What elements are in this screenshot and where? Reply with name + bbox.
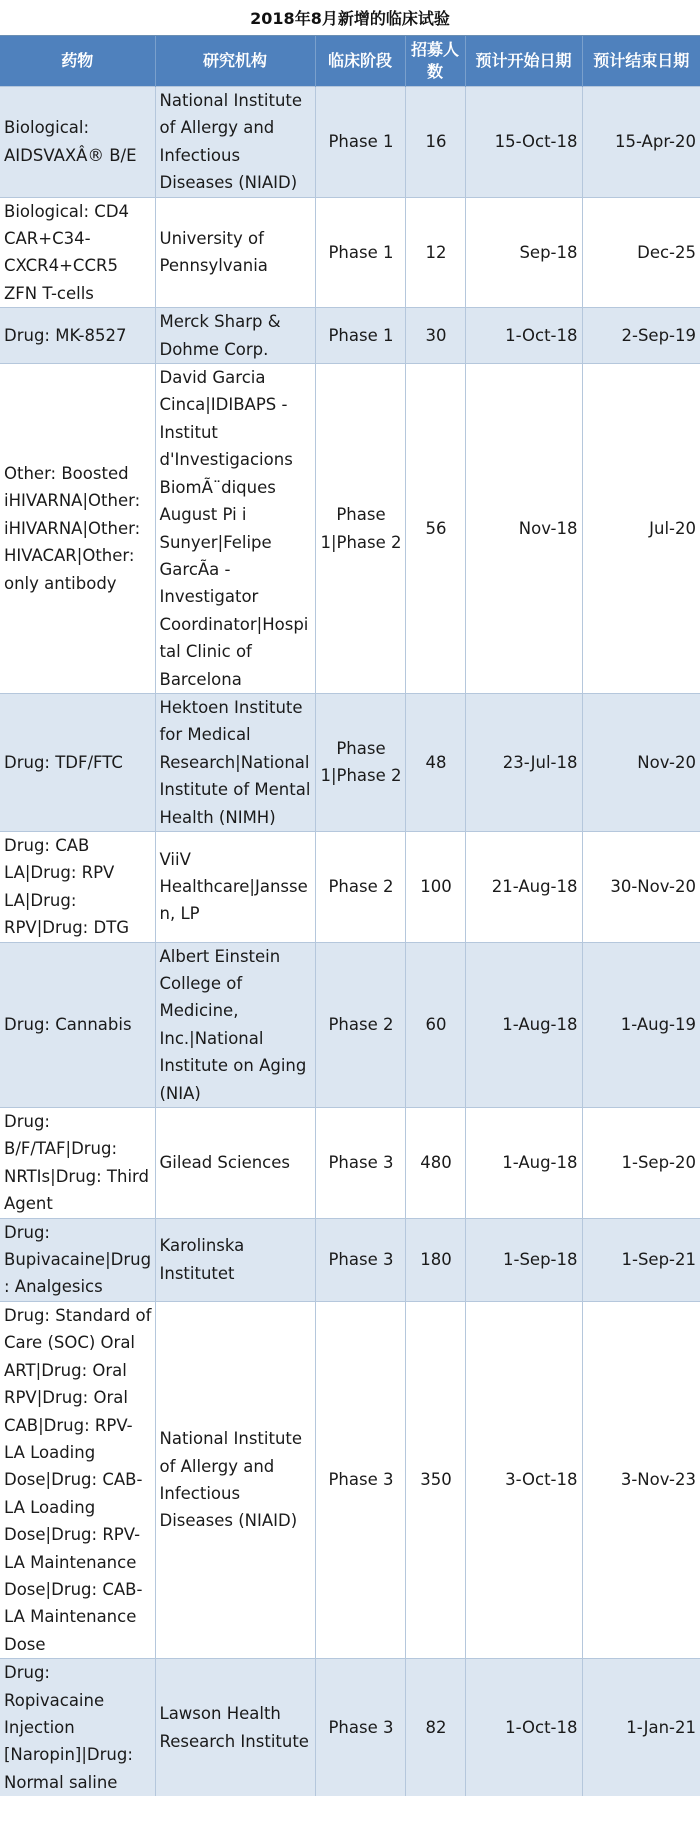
header-phase: 临床阶段 xyxy=(315,36,405,87)
table-row xyxy=(0,1659,700,1797)
cell-enrollment: 82 xyxy=(405,1659,465,1797)
table-row xyxy=(0,693,700,831)
cell-start-date: 21-Aug-18 xyxy=(465,831,582,942)
cell-drug: Other: Boosted iHIVARNA|Other: iHIVARNA|Other: HIVACAR|Other: only antibody xyxy=(0,364,155,694)
header-end-date: 预计结束日期 xyxy=(582,36,700,87)
table-row xyxy=(0,364,700,694)
header-enrollment: 招募人数 xyxy=(405,36,465,87)
cell-end-date: 3-Nov-23 xyxy=(582,1301,700,1658)
cell-phase: Phase 3 xyxy=(315,1108,405,1219)
table-row xyxy=(0,1301,700,1658)
cell-end-date: 30-Nov-20 xyxy=(582,831,700,942)
cell-end-date: 1-Sep-20 xyxy=(582,1108,700,1219)
table-row xyxy=(0,87,700,198)
cell-enrollment: 350 xyxy=(405,1301,465,1658)
cell-start-date: Sep-18 xyxy=(465,197,582,308)
cell-enrollment: 16 xyxy=(405,87,465,198)
cell-drug: Drug: Ropivacaine Injection [Naropin]|Drug: Normal saline xyxy=(0,1659,155,1797)
cell-phase: Phase 3 xyxy=(315,1218,405,1301)
cell-enrollment: 30 xyxy=(405,308,465,364)
cell-end-date: 15-Apr-20 xyxy=(582,87,700,198)
cell-enrollment: 480 xyxy=(405,1108,465,1219)
cell-start-date: 1-Oct-18 xyxy=(465,308,582,364)
table-row xyxy=(0,197,700,308)
cell-end-date: 1-Jan-21 xyxy=(582,1659,700,1797)
cell-phase: Phase 3 xyxy=(315,1301,405,1658)
cell-drug: Biological: AIDSVAXÂ® B/E xyxy=(0,87,155,198)
header-start-date: 预计开始日期 xyxy=(465,36,582,87)
cell-drug: Drug: TDF/FTC xyxy=(0,693,155,831)
cell-institution: ViiV Healthcare|Janssen, LP xyxy=(155,831,315,942)
cell-end-date: 2-Sep-19 xyxy=(582,308,700,364)
cell-institution: National Institute of Allergy and Infectious Diseases (NIAID) xyxy=(155,1301,315,1658)
cell-phase: Phase 2 xyxy=(315,831,405,942)
cell-drug: Drug: CAB LA|Drug: RPV LA|Drug: RPV|Drug: DTG xyxy=(0,831,155,942)
cell-drug: Drug: Bupivacaine|Drug: Analgesics xyxy=(0,1218,155,1301)
cell-start-date: 3-Oct-18 xyxy=(465,1301,582,1658)
header-drug: 药物 xyxy=(0,36,155,87)
cell-drug: Biological: CD4 CAR+C34-CXCR4+CCR5 ZFN T-cells xyxy=(0,197,155,308)
header-row xyxy=(0,36,700,87)
cell-enrollment: 48 xyxy=(405,693,465,831)
cell-start-date: 1-Aug-18 xyxy=(465,1108,582,1219)
cell-start-date: Nov-18 xyxy=(465,364,582,694)
cell-start-date: 15-Oct-18 xyxy=(465,87,582,198)
cell-phase: Phase 1|Phase 2 xyxy=(315,693,405,831)
cell-phase: Phase 1 xyxy=(315,197,405,308)
cell-end-date: Jul-20 xyxy=(582,364,700,694)
cell-drug: Drug: B/F/TAF|Drug: NRTIs|Drug: Third Agent xyxy=(0,1108,155,1219)
cell-start-date: 1-Oct-18 xyxy=(465,1659,582,1797)
table-row xyxy=(0,1218,700,1301)
page-title: 2018年8月新增的临床试验 xyxy=(0,0,700,36)
cell-start-date: 1-Aug-18 xyxy=(465,942,582,1107)
cell-institution: David Garcia Cinca|IDIBAPS - Institut d'Investigacions BiomÃ¨diques August Pi i Sunyer|Felipe GarcÃa - Investigator Coordinator|Hospital Clinic of Barcelona xyxy=(155,364,315,694)
cell-institution: University of Pennsylvania xyxy=(155,197,315,308)
cell-drug: Drug: Cannabis xyxy=(0,942,155,1107)
table-row xyxy=(0,1108,700,1219)
header-institution: 研究机构 xyxy=(155,36,315,87)
cell-end-date: 1-Sep-21 xyxy=(582,1218,700,1301)
cell-end-date: Nov-20 xyxy=(582,693,700,831)
cell-institution: Gilead Sciences xyxy=(155,1108,315,1219)
cell-drug: Drug: MK-8527 xyxy=(0,308,155,364)
cell-enrollment: 12 xyxy=(405,197,465,308)
cell-end-date: Dec-25 xyxy=(582,197,700,308)
cell-institution: National Institute of Allergy and Infectious Diseases (NIAID) xyxy=(155,87,315,198)
table-row xyxy=(0,942,700,1107)
cell-institution: Lawson Health Research Institute xyxy=(155,1659,315,1797)
table-row xyxy=(0,831,700,942)
cell-enrollment: 60 xyxy=(405,942,465,1107)
cell-phase: Phase 1 xyxy=(315,308,405,364)
cell-phase: Phase 2 xyxy=(315,942,405,1107)
cell-start-date: 1-Sep-18 xyxy=(465,1218,582,1301)
cell-enrollment: 56 xyxy=(405,364,465,694)
cell-phase: Phase 3 xyxy=(315,1659,405,1797)
cell-drug: Drug: Standard of Care (SOC) Oral ART|Drug: Oral RPV|Drug: Oral CAB|Drug: RPV-LA Loading Dose|Drug: CAB-LA Loading Dose|Drug: RPV-LA Maintenance Dose|Drug: CAB-LA Maintenance Dose xyxy=(0,1301,155,1658)
trials-table xyxy=(0,36,700,1796)
table-row xyxy=(0,308,700,364)
cell-phase: Phase 1 xyxy=(315,87,405,198)
cell-institution: Merck Sharp & Dohme Corp. xyxy=(155,308,315,364)
cell-start-date: 23-Jul-18 xyxy=(465,693,582,831)
cell-end-date: 1-Aug-19 xyxy=(582,942,700,1107)
cell-enrollment: 180 xyxy=(405,1218,465,1301)
cell-institution: Karolinska Institutet xyxy=(155,1218,315,1301)
cell-institution: Hektoen Institute for Medical Research|National Institute of Mental Health (NIMH) xyxy=(155,693,315,831)
cell-enrollment: 100 xyxy=(405,831,465,942)
cell-institution: Albert Einstein College of Medicine, Inc.|National Institute on Aging (NIA) xyxy=(155,942,315,1107)
cell-phase: Phase 1|Phase 2 xyxy=(315,364,405,694)
